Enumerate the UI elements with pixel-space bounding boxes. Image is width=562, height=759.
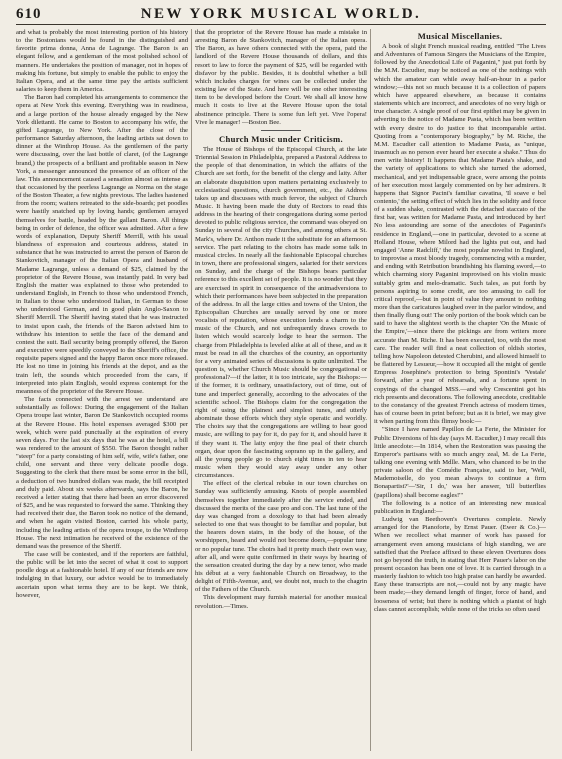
section-divider — [261, 130, 301, 131]
header-rule — [16, 24, 546, 25]
column-2 — [195, 29, 367, 751]
column-1 — [16, 29, 188, 751]
article-paragraph: The effect of the clerical rebuke in our town churches on Sunday was sufficiently amusing. Knots of people assembled themselves together immediately after the service ended, and discussed the merits of the case pro and con. The last tune of the day was changed from a doxology to that had been already selected to one that was thought to be familiar and popular, but the hearers down stairs, in the body of the house, of the worshippers, heard and would not become doers,—popular tune or no popular tune. The choirs had it pretty much their own way, after all, and were quite confirmed in their ways by hearing of the sensation created during the day by a new tenor, who made his début at a very fashionable Church on Broadway, to the delight of Fifth-Avenue, and, we doubt not, much to the chagrin of the Fathers of the Church. — [195, 480, 367, 594]
article-paragraph: Ludwig van Beethoven's Overtures complete. Newly arranged for the Pianoforte, by Ernst Pauer. (Ewer & Co.)—When we recollect what manner of work has passed for arrangement even among musicians of high standing, we are satisfied that the Preface affixed to these eleven Overtures does not go beyond the truth, in stating that Herr Pauer's labor on the present occasion has been one of love. It is carried through in a masterly fashion to which too high praise can hardly be awarded. Easy these transcripts are not,—could not by any magic have been made;—they demand length of finger, force of hand, and looseness of wrist; but there is nothing which a pianist of high class cannot accomplish; while none of the tricks so often used — [374, 516, 546, 613]
page-header — [16, 6, 546, 26]
column-divider — [191, 29, 192, 751]
article-paragraph: The Baron had completed his arrangements to commence the opera at New York this evening. Everything was in readiness, and a large portion of the house already engaged by the New York dilettanti. He came to Boston to accompany his wife, the gifted Lagrange, to New York. After the close of the performance Saturday afternoon, the leading artists sat down to dinner at the Winthrop House. As the gentlemen of the party were discussing, over the last bottle of claret, (of the Lagrange brand,) the prospects of a brilliant and profitable season in New York, a messenger announced the presence of an officer of the law. This announcement caused a sensation almost as intense as that occasioned by the peerless Lagrange as Norma on the stage of the Boston Theater, a few nights previous. The ladies hastened from the room; waiters retreated to the side-boards; pet poodles were hastily snatched up by loving hands; gentlemen arrayed themselves for battle, headed by the gallant Baron. All things being in order of defence, the officer was admitted. After a few words of explanation, Deputy Sheriff Merrill, with his usual blandness of expression and courteous address, stated in substance that he was instructed to arrest the person of Baron de Stankovitch, manager of the Italian Opera and husband of Madame Lagrange, unless a demand of $25, claimed by the proprietor of the Revere House, was instantly paid. In very bad English the matter was explained to those who pretended to understand English, in French to those who understood French, in Italian to those who understood Italian, in German to those who understood German, and in good plain Anglo-Saxon to Sheriff Merrill. The Sheriff having stated that he was instructed to insist upon cash, the friends of the Baron advised him to withdraw his intention to settle the face of the demand and contest the suit. Bail security being promptly offered, the Baron and executive were speedily conveyed to the Sheriff's office, the requisite papers signed and the happy Baron once more released. He lost no time in joining his friends at the depot, and as the train left, the sounds which proceeded from the cars, if interpreted into plain English, would express contempt for the meanness of the proprietor of the Revere House. — [16, 94, 188, 395]
article-paragraph: The facts connected with the arrest we understand are substantially as follows: During the engagement of the Italian Opera troupe last winter, Baron De Stankovitch occupied rooms at the Revere House. His hotel expenses averaged $300 per week, which were paid punctually at the expiration of every seven days. For the last six days that he was at the hotel, a bill was rendered to the amount of $550. The Baron thought rather "steep" for a party consisting of him self, wife, wife's father, one child, one servant and three very delicate poodle dogs. Suggesting to the clerk that there must be some error in the bill, a deduction of two hundred dollars was made, the bill receipted and duly paid. About six weeks afterwards, says the Baron, he received a letter stating that there had been an error discovered of $25, and he was requested to forward the same. Thinking they had received their due, the Baron took no notice of the demand, and when he again visited Boston, carried his whole party, including the leading artists of the opera troupe, to the Winthrop House. The next intimation he received of the existence of the demand was the presence of the Sheriff. — [16, 396, 188, 550]
masthead-title: NEW YORK MUSICAL WORLD. — [140, 6, 422, 22]
article-paragraph: and what is probably the most interesting portion of his history to the Bostonians would be found in the distinguished and favorite prima donna, Anna de Lagrange. The Baron is an elegant fellow, and a gentleman of the most polished school of manners. He undertakes the position of manager, not in hopes of making his fortune, but simply to enable the public to enjoy the Italian Opera, and at the same time pay the artists sufficient salaries to keep them in America. — [16, 29, 188, 94]
article-heading: Musical Miscellanies. — [417, 31, 503, 41]
page-number: 610 — [16, 6, 42, 22]
article-heading: Church Music under Criticism. — [219, 133, 343, 144]
column-3 — [374, 29, 546, 751]
column-divider — [370, 29, 371, 751]
article-paragraph: The House of Bishops of the Episcopal Church, at the late Triennial Session in Philadelphia, prepared a Pastoral Address to the people of that denomination, in which the affairs of the Church are set forth, for the benefit of the clergy and laity. After an elaborate disquisition upon matters pertaining exclusively to ecclesiastical questions, church government, etc., the Address takes up and discusses with much fervor, the subject of Church Music. It having been made the duty of Rectors to read this address in the hearing of their congregations during some period devoted to public religious service, the command was obeyed on Sunday in several of the city Churches, and among others at St. Mark's, where Dr. Anthon made it the substitute for an afternoon service. The part relating to the choirs has made some talk in musical circles. In nearly all the fashionable Episcopal churches in town, there are professional singers, salaried for their services on Sunday, and the charge of the Bishops bears particular reference to this excellent set of people. It is no wonder that they are exercised in spirit in consequence of the animadversions to which their performances have been subjected in the preparation of the address. In all the large cities and towns of the Union, the Episcopalian Churches are usually served by one or more vocalists of reputation, whose execution lends a charm to the music of the Church, and not unfrequently draws crowds to listen which would scarcely lodge to hear the sermon. The charge from Philadelphia is leveled alike at all of these, and as it must be read in all the churches of the country, an opportunity for a very animated series of discussions is quite unlimited. The question is, whether Church Music should be congregational or professional?—if the latter, it is too intricate, say the Bishops:—if the former, it is ordinary, unsatisfactory, out of time, out of tune and imperfect generally, according to the advocates of the scientific school. The Bishops claim for the congregation the right of using the plainest and simplest tunes, and utterly abominate those efforts which they style operatic and worldly. The choirs say that the congregations are willing to hear good music, are willing to pay for it, do pay for it, and should have it if they want it. The laity enjoy the fine peal of their church organ, dear upon the fascinating soprano up in the gallery, and all the young people go to church eight times in ten to hear music when they would stay away under any other circumstances. — [195, 145, 367, 480]
article-paragraph: A book of slight French musical reading, entitled "The Lives and Adventures of Famous Singers the Musicians of the Empire, followed by the Anecdotical Life of Paganini," just put forth by the M.M. Escudier, may be noticed as one of the nothings with which the amateur can while away half-an-hour in a parlor window;—this not so much because it is a collection of papers which have appeared elsewhere, as because it contains statements which are incorrect, and anecdotes of no very high or true character. A single proof of our first epithet may be given in adverting to the notice of Madame Pasta, which has been written with every desire to do justice to that incomparable artist. Quoting from a "contemporary biography," by M. Riche, the M.M. Escudier call attention to Madame Pasta, as "unique, inasmuch as no person ever heard her execute a shake." Thus do men write history! It happens that Madame Pasta's shake, and the variety of applications to which she turned the adorned, mechanical, and yet indispensable grace, were among the points of her execution most largely commented on by her admirers. It happens that Signor Pacini's familiar cavatina, 'Il soave e bel contento,' the setting effect of which lies in the solidity and force of a sudden shake, contrasted with the detached staccato of the first bar, was written for Madame Pasta, and introduced by her! No less astounding are some of the anecdotes of Paganini's residence in England,—one in particular, devoted to a scene at Holland House, where Milord had the lights put out, and had engaged 'Anne Radcliff,' the most popular novelist in England, to improvise a most bloody tragedy, commencing with a murder, and ending with Retribution brandishing his flaming sword,—to which charming story Paganini improvised on his violin music suitably grim and melo-dramatic. Such tales, as put forth by persons aspiring to some credit, are too amusing to call for critical reproof,—but in point of value they amount to nothing more than the caricatures laughed over in the parlor window, and then finally flung out! The only portion of the book which can be said to have the slightest worth is the chapter 'On the Music of the Empire,'—since there the pickings are from writers more accurate than M. Riche. It has been executed, too, with the most care. The reader will find a neat collection of oldish stories, telling how Napoleon detested Cherubini, and allowed himself to be flattered by Lesueur,—how it occupied all the might of gentle Empress Josephine's protection to bring Spontini's 'Vestale' forward, after a year of rehearsals, and a fortune spent in copyings of the changed MSS.—and why Crescentini got his rich presents and decorations. The following anecdote, creditable to the constancy of the greatest French actress of modern times, has of course been in print before; but as it is brief, we may give it when parting from this flimsy book:— — [374, 43, 546, 426]
article-paragraph: The case will be contested, and if the reporters are faithful, the public will be let into the secret of what it cost to support poodle dogs at a fashionable hotel. If any of our friends are now indulging in that luxury, our advice would be to immediately ascertain upon what terms they are to be kept. We think, however, — [16, 551, 188, 599]
article-paragraph: This development may furnish material for another musical revolution.—Times. — [195, 594, 367, 610]
article-paragraph: "Since I have named Papillon de La Ferte, the Minister for Public Diversions of his day (says M. Escudier,) I may recall this little anecdote:—In 1814, when the Restoration was passing the Emperor's partisans with so much angry zeal, M. de La Ferte, talking one evening with Mdlle. Mars, who chanced to be in the private saloon of the Comédie Française, said to her, 'Well, Mademoiselle, do you mean always to continue a firm Bonapartist?'—'Sir, I do,' was her answer, 'till butterflies (papillons) shall become eagles!'" — [374, 426, 546, 499]
article-paragraph: that the proprietor of the Revere House has made a mistake in arresting Baron de Stankovitch, manager of the Italian opera. The Baron, as have others connected with the opera, paid the landlord of the Revere House thousands of dollars, and this resort to law to force the payment of $25, will be regarded with disfavor by the public. Besides, it is doubtful whether a bill which includes charges for wines can be collected under the existing law of the State. And here will be one other interesting item to be developed before the Court. We shall all know how much it costs to live at the Revere House upon the total abstinence principle. There is some fun left yet. Vive l'opera! Vive le manager! —Boston Bee. — [195, 29, 367, 126]
article-paragraph: The following is a notice of an interesting new musical publication in England:— — [374, 499, 546, 515]
